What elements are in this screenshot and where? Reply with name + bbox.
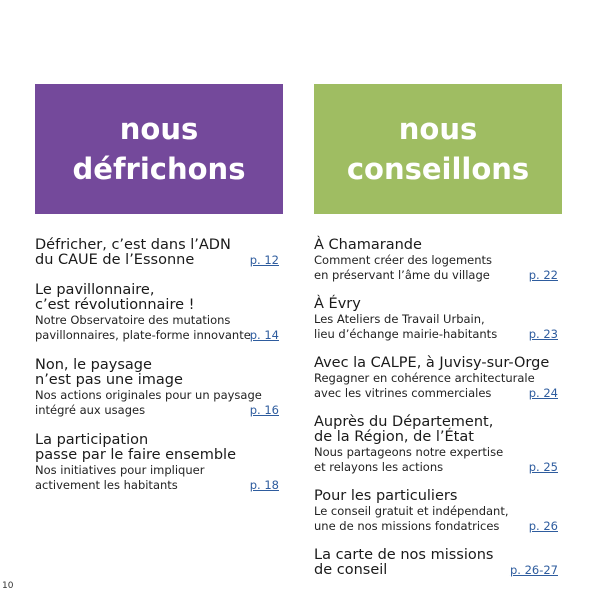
toc-entry bbox=[35, 358, 279, 418]
banner-left-line1: nous bbox=[119, 112, 199, 146]
toc-entry bbox=[35, 238, 279, 268]
toc-entry-description: activement les habitants bbox=[35, 478, 178, 492]
toc-entry-title: La carte de nos missions bbox=[314, 547, 494, 563]
toc-entry-page-link[interactable]: p. 24 bbox=[528, 386, 558, 400]
toc-entry-description: lieu d’échange mairie-habitants bbox=[314, 327, 498, 341]
toc-entry-description: Nos initiatives pour impliquer bbox=[35, 463, 205, 477]
toc-entry-title: À Chamarande bbox=[314, 237, 422, 253]
toc-entry-title: du CAUE de l’Essonne bbox=[35, 252, 195, 268]
toc-entry-title: Non, le paysage bbox=[35, 357, 152, 373]
banner-right-line1: nous bbox=[398, 112, 478, 146]
toc-entry-description: en préservant l’âme du village bbox=[314, 268, 490, 282]
toc-entry-title: de la Région, de l’État bbox=[314, 429, 474, 445]
toc-entry-title: passe par le faire ensemble bbox=[35, 447, 237, 463]
toc-entry-title: Le pavillonnaire, bbox=[35, 282, 155, 298]
toc-entry-page-link[interactable]: p. 16 bbox=[249, 403, 279, 417]
toc-entry bbox=[314, 356, 558, 401]
toc-column-left bbox=[35, 238, 279, 493]
toc-entry-description: Nos actions originales pour un paysage bbox=[35, 388, 262, 402]
toc-entry-description: intégré aux usages bbox=[35, 403, 146, 417]
toc-entry-description: Regagner en cohérence architecturale bbox=[314, 371, 535, 385]
toc-entry-description: Comment créer des logements bbox=[314, 253, 493, 267]
toc-entry-title: Auprès du Département, bbox=[314, 414, 494, 430]
toc-entry-title: La participation bbox=[35, 432, 149, 448]
toc-entry bbox=[314, 548, 558, 578]
toc-entry-page-link[interactable]: p. 22 bbox=[528, 268, 558, 282]
toc-entry-title: n’est pas une image bbox=[35, 372, 183, 388]
toc-entry-description: une de nos missions fondatrices bbox=[314, 519, 500, 533]
banner-right-line2: conseillons bbox=[346, 152, 530, 186]
toc-entry bbox=[314, 415, 558, 475]
toc-column-right bbox=[314, 238, 558, 578]
toc-entry-title: de conseil bbox=[314, 562, 388, 578]
toc-entry-description: pavillonnaires, plate-forme innovante bbox=[35, 328, 251, 342]
banner-left-line2: défrichons bbox=[72, 152, 246, 186]
toc-entry-page-link[interactable]: p. 12 bbox=[249, 253, 279, 267]
toc-entry-title: Défricher, c’est dans l’ADN bbox=[35, 237, 231, 253]
toc-entry-description: Notre Observatoire des mutations bbox=[35, 313, 231, 327]
toc-entry-title: Avec la CALPE, à Juvisy-sur-Orge bbox=[314, 355, 550, 371]
toc-entry bbox=[314, 489, 558, 534]
toc-entry bbox=[314, 297, 558, 342]
toc-entry-page-link[interactable]: p. 18 bbox=[249, 478, 279, 492]
toc-entry-page-link[interactable]: p. 25 bbox=[528, 460, 558, 474]
toc-entry-title: c’est révolutionnaire ! bbox=[35, 297, 195, 313]
toc-entry bbox=[35, 283, 279, 343]
banner-nous-conseillons bbox=[314, 84, 562, 214]
toc-entry-page-link[interactable]: p. 23 bbox=[528, 327, 558, 341]
toc-entry bbox=[35, 433, 279, 493]
toc-entry-description: avec les vitrines commerciales bbox=[314, 386, 492, 400]
toc-entry-title: Pour les particuliers bbox=[314, 488, 458, 504]
toc-entry-description: Les Ateliers de Travail Urbain, bbox=[314, 312, 485, 326]
toc-entry-description: Le conseil gratuit et indépendant, bbox=[314, 504, 509, 518]
banner-nous-defrichons bbox=[35, 84, 283, 214]
toc-entry-page-link[interactable]: p. 26 bbox=[528, 519, 558, 533]
toc-entry-description: et relayons les actions bbox=[314, 460, 444, 474]
toc-entry bbox=[314, 238, 558, 283]
page-folio: 10 bbox=[2, 581, 14, 591]
toc-entry-title: À Évry bbox=[314, 296, 361, 312]
toc-entry-page-link[interactable]: p. 26-27 bbox=[509, 563, 558, 577]
toc-entry-description: Nous partageons notre expertise bbox=[314, 445, 504, 459]
toc-entry-page-link[interactable]: p. 14 bbox=[249, 328, 279, 342]
